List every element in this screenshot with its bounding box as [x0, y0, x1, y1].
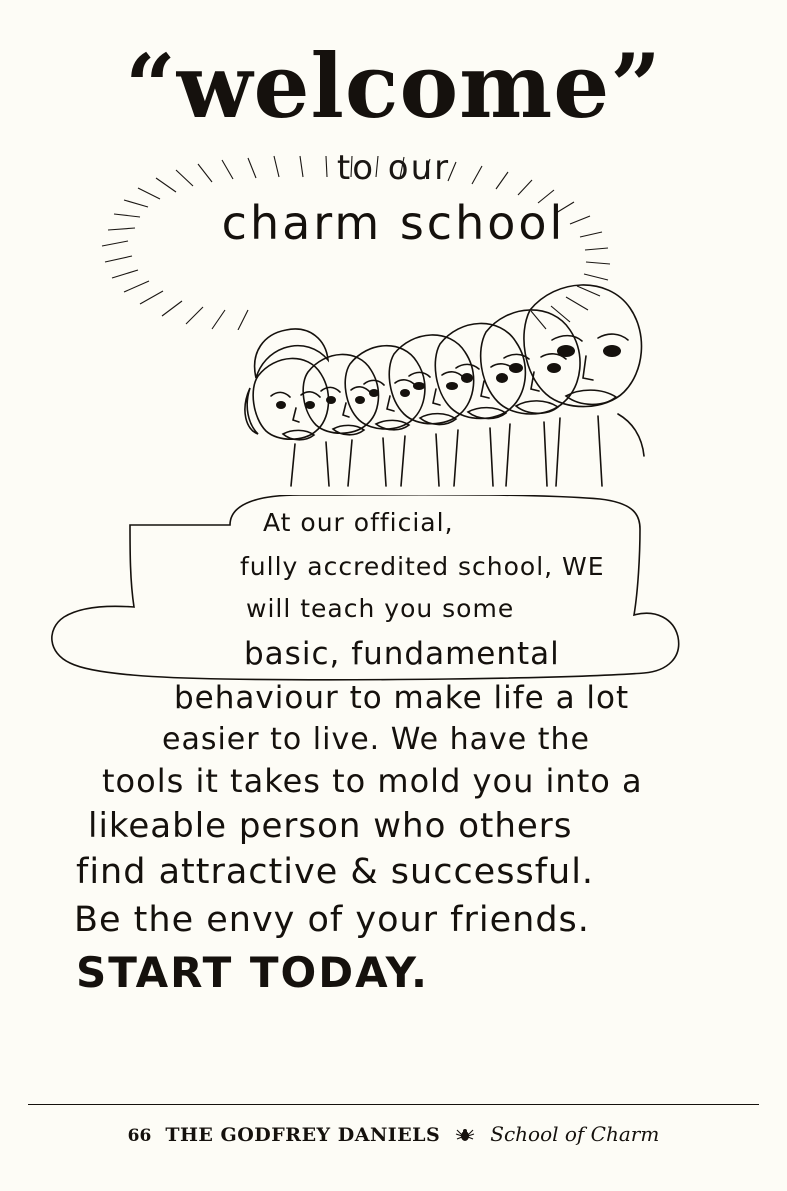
page-title-welcome: “welcome”	[125, 34, 662, 138]
body-line: easier to live. We have the	[162, 722, 591, 757]
body-line: tools it takes to mold you into a	[102, 762, 643, 800]
page-subtitle-to-our: to our	[336, 148, 451, 188]
body-copy-block	[48, 500, 748, 1040]
page-footer	[0, 1122, 787, 1146]
page-subtitle-charm-school: charm school	[221, 196, 566, 250]
publisher-imprint: THE GODFREY DANIELS	[165, 1124, 441, 1146]
row-of-faces-illustration	[200, 248, 670, 498]
spider-icon	[454, 1127, 476, 1143]
body-line: basic, fundamental	[244, 636, 560, 672]
body-line: find attractive & successful.	[76, 852, 595, 892]
body-line: likeable person who others	[88, 806, 573, 846]
body-line: will teach you some	[246, 594, 515, 623]
page-number: 66	[127, 1126, 152, 1146]
body-line: fully accredited school, WE	[240, 552, 605, 581]
footer-divider	[28, 1104, 759, 1105]
body-line: At our official,	[263, 508, 454, 537]
body-line: behaviour to make life a lot	[174, 680, 630, 716]
series-title: School of Charm	[490, 1122, 660, 1146]
body-line: Be the envy of your friends.	[74, 900, 590, 940]
body-line-call-to-action: START TODAY.	[76, 948, 429, 997]
